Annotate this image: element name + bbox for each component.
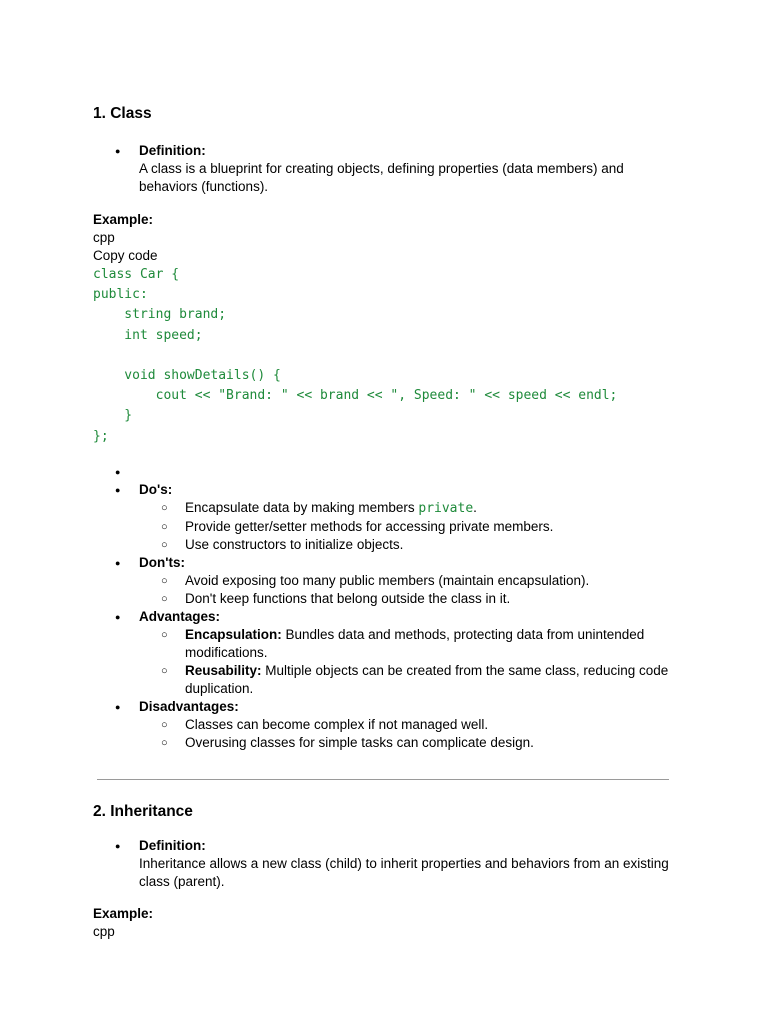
advantage-label: Reusability: [185,662,262,678]
list-item-donts [93,554,683,608]
section-title-class: 1. Class [93,105,152,122]
list-item-dos [93,481,683,554]
dos-sublist [139,499,683,554]
list-item [93,142,683,196]
sub-list-item [139,626,683,662]
dos-item-text: Encapsulate data by making members [185,499,419,515]
code-language: cpp [93,923,115,939]
code-line: }; [93,428,109,444]
document-content [93,104,683,941]
code-line: class Car { [93,267,180,282]
advantage-label: Encapsulation: [185,626,282,642]
list-item-advantages [93,608,683,698]
code-line: cout << "Brand: " << brand << ", Speed: " << speed << endl; [93,388,618,404]
code-line: int speed; [93,327,203,343]
definition-label: ● Definition: [139,143,206,158]
advantage-text: Bundles data and methods, protecting data from unintended modifications. [185,626,645,660]
sub-list-item: ○ Provide getter/setter methods for accessing private members. [139,518,683,536]
disadvantages-sublist [139,716,683,752]
code-block [93,265,683,447]
definition-text: Inheritance allows a new class (child) to inherit properties and behaviors from an existing class (parent). [139,855,669,889]
inline-code: private [418,500,474,516]
sub-list-item: ○ Avoid exposing too many public members (maintain encapsulation). [139,572,683,590]
donts-sublist [139,572,683,608]
advantages-sublist [139,626,683,698]
code-line [93,346,683,366]
sub-list-item: ○ Classes can become complex if not managed well. [139,716,683,734]
advantages-label: ● Advantages: [139,608,221,624]
example-label: Example: [93,212,154,227]
list-item [93,837,683,891]
sub-list-item: ○ Overusing classes for simple tasks can complicate design. [139,734,683,752]
definition-list [93,142,683,196]
code-line: void showDetails() { [93,368,281,384]
definition-text: A class is a blueprint for creating objects, defining properties (data members) and behaviors (functions). [139,161,624,194]
dos-label: ● Do's: [139,481,173,497]
copy-code-button[interactable]: Copy code [93,248,158,263]
example-label: Example: [93,905,154,921]
dos-item-suffix: . [473,499,477,515]
sub-list-item: ○ Don't keep functions that belong outside the class in it. [139,590,683,608]
sub-list-item [139,662,683,698]
sub-list-item [139,499,683,518]
section-title-inheritance: 2. Inheritance [93,802,193,820]
disadvantages-label: ● Disadvantages: [139,698,239,714]
definition-list [93,837,683,891]
section-divider [97,779,669,780]
advantage-text: Multiple objects can be created from the same class, reducing code duplication. [185,662,669,696]
sub-list-item: ○ Use constructors to initialize objects. [139,536,683,554]
donts-label: ● Don'ts: [139,554,185,570]
list-item-empty [93,463,683,481]
definition-label: ● Definition: [139,837,206,853]
code-language: cpp [93,230,115,245]
code-line: string brand; [93,307,227,323]
code-line: public: [93,287,148,303]
class-details-list [93,463,683,752]
list-item-disadvantages [93,698,683,752]
code-line: } [93,408,133,424]
